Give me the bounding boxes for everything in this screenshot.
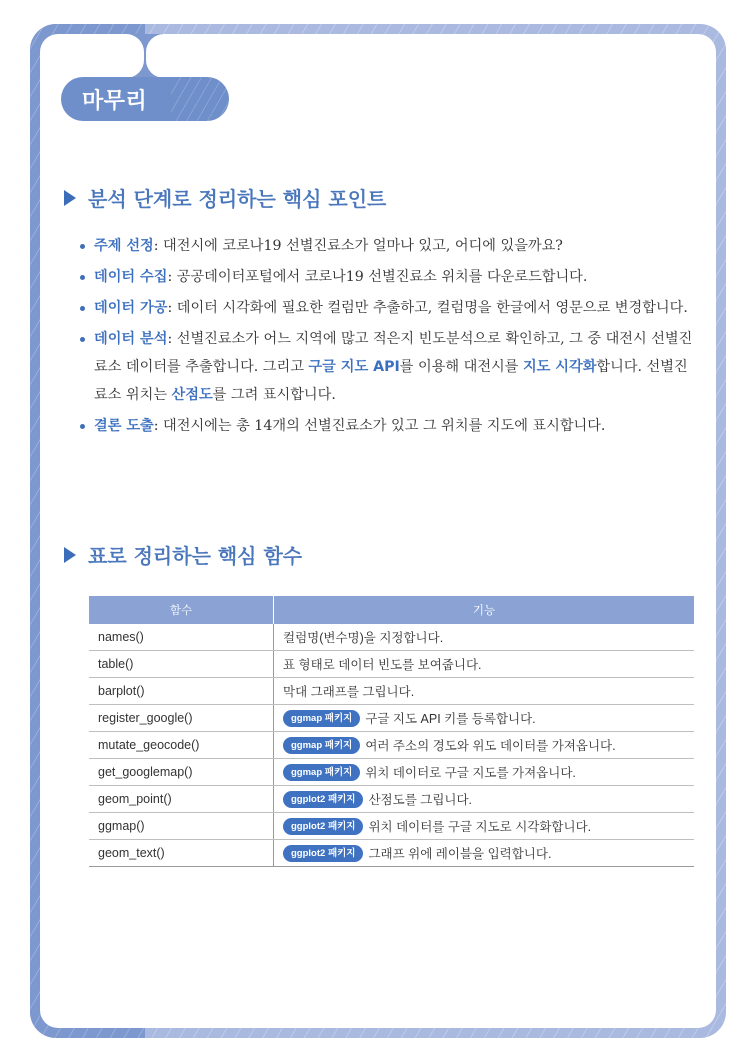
item-text: : 공공데이터포털에서 코로나19 선별진료소 위치를 다운로드합니다. [167,269,588,285]
section-tab [61,77,229,121]
keyword: 지도 시각화 [522,359,597,375]
table-row [89,813,694,840]
keyword: 구글 지도 API [308,359,400,375]
function-name: get_googlemap() [89,759,274,786]
package-badge: ggplot2 패키지 [283,818,363,835]
package-badge: ggplot2 패키지 [283,845,363,862]
section-heading-text: 표로 정리하는 핵심 함수 [88,544,303,568]
section-heading-key-points [64,183,386,212]
column-header-description: 기능 [274,596,695,624]
triangle-bullet-icon [64,547,76,563]
triangle-bullet-icon [64,190,76,206]
list-item [80,232,700,260]
function-description: 컬럼명(변수명)을 지정합니다. [283,631,444,645]
table-row [89,732,694,759]
item-text: 를 이용해 대전시를 [399,359,523,375]
function-name: register_google() [89,705,274,732]
function-description: 구글 지도 API 키를 등록합니다. [365,712,536,726]
function-name: barplot() [89,678,274,705]
package-badge: ggmap 패키지 [283,737,360,754]
function-description: 표 형태로 데이터 빈도를 보여줍니다. [283,658,482,672]
list-item [80,263,700,291]
tab-connector [126,34,164,78]
item-text: 를 그려 표시합니다. [212,387,336,403]
keyword: 데이터 가공 [94,300,168,316]
table-row [89,651,694,678]
function-name: geom_point() [89,786,274,813]
keyword: 산점도 [171,387,213,403]
item-text: : 대전시에 코로나19 선별진료소가 얼마나 있고, 어디에 있을까요? [153,238,563,254]
package-badge: ggmap 패키지 [283,710,360,727]
function-name: table() [89,651,274,678]
keyword: 결론 도출 [94,418,154,434]
key-points-list [80,232,700,443]
function-description: 그래프 위에 레이블을 입력합니다. [368,847,552,861]
function-name: names() [89,624,274,651]
package-badge: ggmap 패키지 [283,764,360,781]
item-text: : 선별진료소가 어느 지역에 많고 적은지 빈도분석으로 확인하고, 그 중 대전시 선별진료소 데이터를 추출합니다. 그리고 [94,331,693,375]
table-row [89,786,694,813]
keyword: 데이터 수집 [94,269,168,285]
table-row [89,759,694,786]
list-item [80,294,700,322]
keyword: 데이터 분석 [94,331,168,347]
item-text: : 대전시에는 총 14개의 선별진료소가 있고 그 위치를 지도에 표시합니다. [153,418,606,434]
function-name: ggmap() [89,813,274,840]
function-description: 위치 데이터로 구글 지도를 가져옵니다. [365,766,576,780]
table-row [89,678,694,705]
section-tab-label: 마무리 [82,88,148,114]
column-header-function: 함수 [89,596,274,624]
section-heading-functions [64,540,302,569]
function-description: 산점도를 그립니다. [368,793,473,807]
table-row [89,705,694,732]
function-description: 막대 그래프를 그립니다. [283,685,415,699]
table-row [89,840,694,867]
function-name: mutate_geocode() [89,732,274,759]
list-item [80,412,700,440]
package-badge: ggplot2 패키지 [283,791,363,808]
list-item [80,325,700,409]
function-name: geom_text() [89,840,274,867]
table-header-row [89,596,694,624]
function-description: 위치 데이터를 구글 지도로 시각화합니다. [368,820,592,834]
keyword: 주제 선정 [94,238,154,254]
function-description: 여러 주소의 경도와 위도 데이터를 가져옵니다. [365,739,616,753]
table-row [89,624,694,651]
item-text: 합니다. 선별진료소 위치는 [94,359,688,403]
item-text: : 데이터 시각화에 필요한 컬럼만 추출하고, 컬럼명을 한글에서 영문으로 변경합니다. [167,300,688,316]
functions-table [89,596,694,867]
section-heading-text: 분석 단계로 정리하는 핵심 포인트 [88,187,387,211]
